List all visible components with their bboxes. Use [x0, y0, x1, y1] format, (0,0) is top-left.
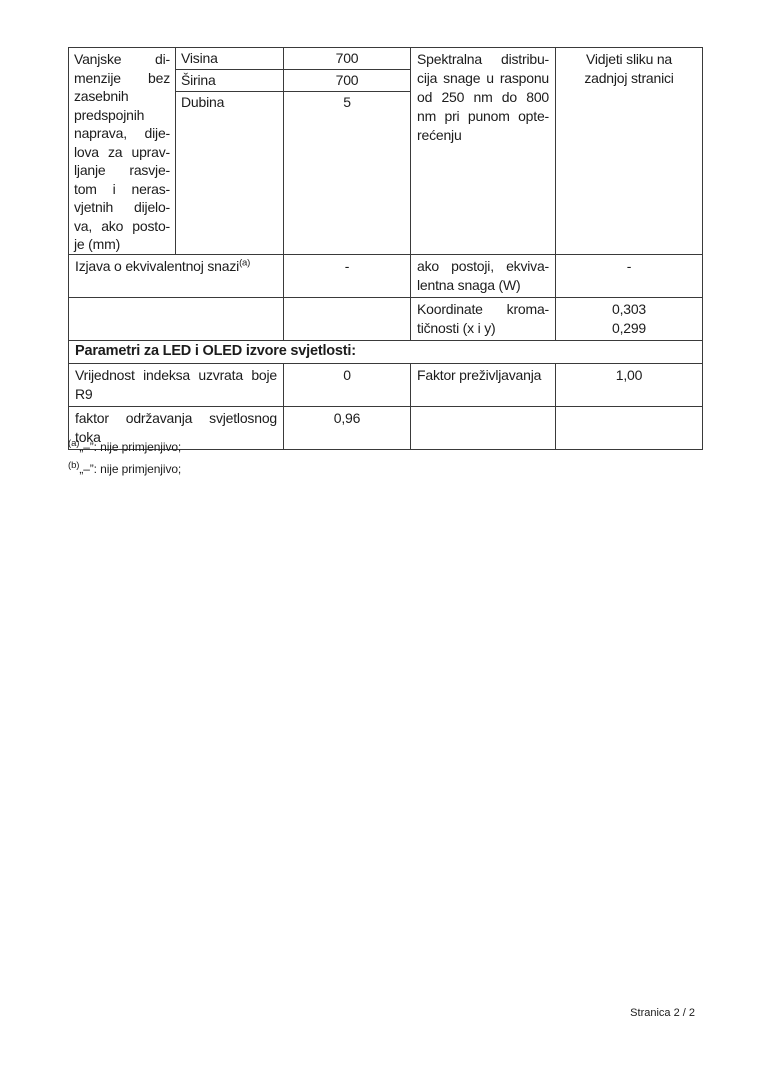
- chromaticity-value: 0,303 0,299: [556, 298, 703, 341]
- dimension-value: 5: [343, 94, 351, 110]
- footnote-a: [68, 440, 181, 454]
- equivalent-power-label: Izjava o ekvivalentnoj snazi: [75, 258, 240, 274]
- footnote-b: [68, 462, 181, 476]
- led-section-header: Parametri za LED i OLED izvore svjetlosti:: [69, 341, 703, 364]
- lumen-maintenance-label: faktor održavanja svjetlosnog toka: [69, 407, 284, 450]
- product-info-table: [68, 47, 703, 450]
- outer-dimensions-label: Vanjske di- menzije bez zasebnih predspojnih naprava, dije- lova za uprav- ljanje rasvje- tom i neras- vjetnih dijelo- va, ako posto- je (mm): [69, 48, 176, 254]
- spectral-distribution-label: Spektralna distribu- cija snage u rasponu od 250 nm do 800 nm pri punom opte- rećenju: [411, 48, 556, 255]
- dimension-row-height: [176, 48, 410, 70]
- r9-value: 0: [284, 364, 411, 407]
- chromaticity-label: Koordinate kroma- tičnosti (x i y): [411, 298, 556, 341]
- footnotes: [68, 440, 181, 484]
- footnote-a-marker: (a): [68, 438, 80, 449]
- survival-factor-value: 1,00: [556, 364, 703, 407]
- outer-dimensions-wrap: [69, 48, 410, 254]
- equivalent-power-right-value: -: [556, 255, 703, 298]
- lumen-maintenance-value: 0,96: [284, 407, 411, 450]
- dimension-label: Visina: [176, 48, 284, 69]
- outer-dimensions-cell: [69, 48, 411, 255]
- dimension-row-width: [176, 70, 410, 92]
- footnote-b-text: „–”: nije primjenjivo;: [79, 462, 182, 476]
- page-number: Stranica 2 / 2: [630, 1007, 695, 1019]
- equivalent-power-right-label: ako postoji, ekviva- lentna snaga (W): [411, 255, 556, 298]
- empty-cell: [284, 298, 411, 341]
- dimensions-subtable: [176, 48, 410, 254]
- dimension-value: 700: [335, 72, 359, 88]
- dimension-value: 700: [335, 50, 359, 66]
- row-equivalent-power: [69, 255, 703, 298]
- row-outer-dimensions: [69, 48, 703, 255]
- empty-cell: [411, 407, 556, 450]
- row-chromaticity: [69, 298, 703, 341]
- row-led-section-header: [69, 341, 703, 364]
- equivalent-power-label-cell: [69, 255, 284, 298]
- footnote-b-marker: (b): [68, 460, 80, 471]
- spectral-distribution-value: Vidjeti sliku na zadnjoj stranici: [556, 48, 703, 255]
- equivalent-power-value: -: [284, 255, 411, 298]
- footnote-a-text: „–”: nije primjenjivo;: [79, 440, 182, 454]
- footnote-ref-a: (a): [239, 257, 251, 269]
- survival-factor-label: Faktor preživljavanja: [411, 364, 556, 407]
- empty-cell: [69, 298, 284, 341]
- empty-cell: [556, 407, 703, 450]
- r9-label: Vrijednost indeksa uzvrata boje R9: [69, 364, 284, 407]
- dimension-row-depth: [176, 92, 410, 254]
- row-r9-survival: [69, 364, 703, 407]
- dimension-label: Dubina: [176, 92, 284, 254]
- dimension-label: Širina: [176, 70, 284, 91]
